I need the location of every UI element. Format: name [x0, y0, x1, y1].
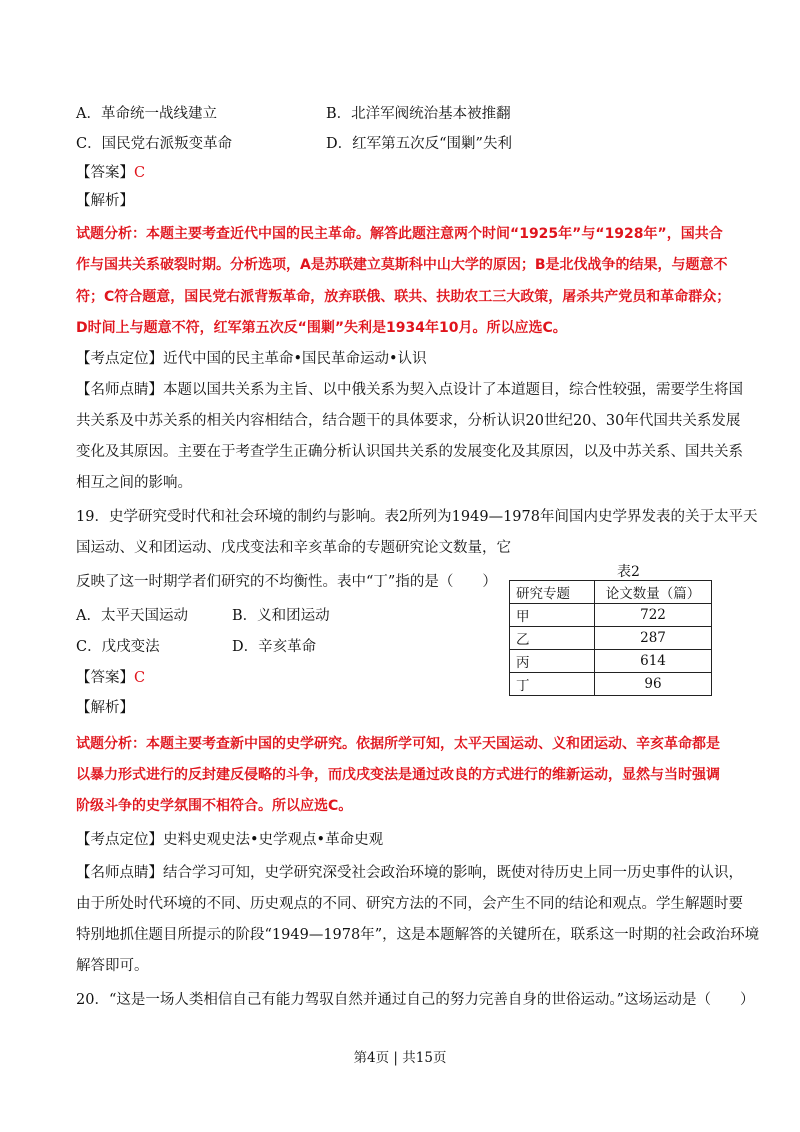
table-row — [510, 627, 712, 650]
q18-answer — [76, 163, 145, 183]
q19-analysis-line: 阶级斗争的史学氛围不相符合。所以应选C。 — [76, 798, 353, 814]
q19-mingshi-line: 由于所处时代环境的不同、历史观点的不同、研究方法的不同，会产生不同的结论和观点。学生解题时要 — [76, 896, 743, 912]
answer-value: C — [134, 670, 146, 686]
q18-analysis-line: 试题分析：本题主要考查近代中国的民主革命。解答此题注意两个时间“1925年”与“1928年”，国共合 — [76, 226, 723, 242]
table-cell-topic: 丁 — [510, 673, 595, 696]
q19-analysis-line: 试题分析：本题主要考查新中国的史学研究。依据所学可知，太平天国运动、义和团运动、辛亥革命都是 — [76, 736, 720, 752]
q19-analysis-label: 【解析】 — [76, 700, 134, 716]
q18-mingshi-line: 变化及其原因。主要在于考查学生正确分析认识国共关系的发展变化及其原因，以及中苏关系、国共关系 — [76, 444, 743, 460]
q19-option-b: B．义和团运动 — [232, 608, 330, 624]
q19-mingshi-line: 特别地抓住题目所提示的阶段“1949—1978年”，这是本题解答的关键所在，联系这一时期的社会政治环境 — [76, 927, 760, 943]
q18-analysis-line: 作与国共关系破裂时期。分析选项，A是苏联建立莫斯科中山大学的原因；B是北伐战争的结果，与题意不 — [76, 257, 728, 273]
q19-kaodian: 【考点定位】史料史观史法•史学观点•革命史观 — [76, 832, 384, 848]
q19-option-c: C．戊戌变法 — [76, 639, 160, 655]
q19-option-d: D．辛亥革命 — [232, 639, 317, 655]
table-cell-topic: 乙 — [510, 627, 595, 650]
table-row — [510, 650, 712, 673]
table-cell-count: 96 — [595, 673, 712, 696]
paper-count-table — [509, 580, 712, 696]
answer-label: 【答案】 — [76, 165, 134, 181]
q18-mingshi-line: 【名师点睛】本题以国共关系为主旨、以中俄关系为契入点设计了本道题目，综合性较强，需要学生将国 — [76, 382, 743, 398]
q18-option-d: D．红军第五次反“围剿”失利 — [326, 136, 512, 152]
q19-stem-line: 19．史学研究受时代和社会环境的制约与影响。表2所列为1949—1978年间国内史学界发表的关于太平天 — [76, 509, 758, 525]
q18-analysis-line: 符；C符合题意，国民党右派背叛革命，放弃联俄、联共、扶助农工三大政策，屠杀共产党员和革命群众； — [76, 289, 731, 305]
table-cell-topic: 丙 — [510, 650, 595, 673]
q18-option-c: C．国民党右派叛变革命 — [76, 136, 233, 152]
q18-mingshi-line: 共关系及中苏关系的相关内容相结合，结合题干的具体要求，分析认识20世纪20、30年代国共关系发展 — [76, 413, 741, 429]
table-row — [510, 604, 712, 627]
table-cell-count: 722 — [595, 604, 712, 627]
q19-answer — [76, 668, 145, 688]
q18-analysis-label: 【解析】 — [76, 193, 134, 209]
q19-stem-line: 反映了这一时期学者们研究的不均衡性。表中“丁”指的是（ ） — [76, 574, 497, 590]
table-caption: 表2 — [617, 564, 640, 580]
q19-mingshi-line: 解答即可。 — [76, 958, 149, 974]
q18-analysis-line: D时间上与题意不符，红军第五次反“围剿”失利是1934年10月。所以应选C。 — [76, 320, 567, 336]
table-header-cell: 论文数量（篇） — [595, 581, 712, 604]
table-cell-count: 614 — [595, 650, 712, 673]
page-footer: 第4页 | 共15页 — [353, 1050, 447, 1066]
q18-option-b: B．北洋军阀统治基本被推翻 — [326, 106, 511, 122]
q18-kaodian: 【考点定位】近代中国的民主革命•国民革命运动•认识 — [76, 351, 427, 367]
answer-label: 【答案】 — [76, 670, 134, 686]
answer-value: C — [134, 165, 146, 181]
table-cell-count: 287 — [595, 627, 712, 650]
table-row — [510, 673, 712, 696]
table-header-row — [510, 581, 712, 604]
q19-analysis-line: 以暴力形式进行的反封建反侵略的斗争，而戊戌变法是通过改良的方式进行的维新运动，显然与当时强调 — [76, 767, 720, 783]
q18-option-a: A．革命统一战线建立 — [76, 106, 217, 122]
table-header-cell: 研究专题 — [510, 581, 595, 604]
table-cell-topic: 甲 — [510, 604, 595, 627]
q18-mingshi-line: 相互之间的影响。 — [76, 475, 192, 491]
q20-stem: 20．“这是一场人类相信自己有能力驾驭自然并通过自己的努力完善自身的世俗运动。”这场运动是（ ） — [76, 992, 755, 1008]
q19-mingshi-line: 【名师点睛】结合学习可知，史学研究深受社会政治环境的影响，既使对待历史上同一历史事件的认识， — [76, 865, 743, 881]
q19-stem-line: 国运动、义和团运动、戊戌变法和辛亥革命的专题研究论文数量，它 — [76, 540, 511, 556]
q19-option-a: A．太平天国运动 — [76, 608, 188, 624]
